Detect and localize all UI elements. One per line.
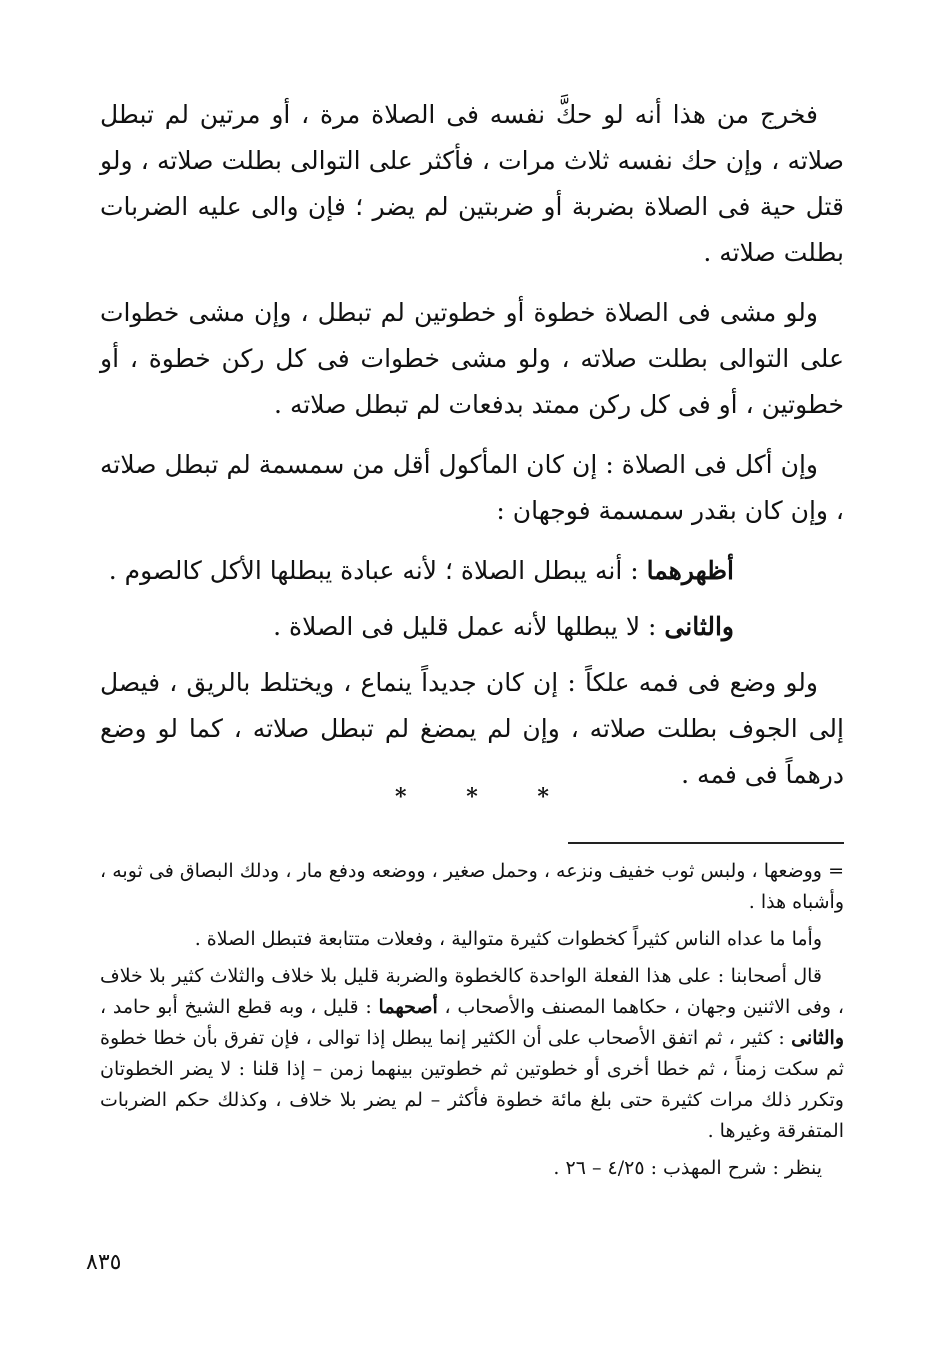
footnote-3-part-b: : قليل ، وبه قطع الشيخ أبو حامد ، (100, 996, 379, 1018)
paragraph-3: وإن أكل فى الصلاة : إن كان المأكول أقل من سمسمة لم تبطل صلاته ، وإن كان بقدر سمسمة فوجهان : (100, 450, 844, 525)
separator-star: * (395, 784, 407, 810)
footnote-3-part-a: قال أصحابنا : على هذا الفعلة الواحدة كالخطوة والضربة قليل بلا خلاف والثلاث كثير بلا خلاف ، وفى الاثنين وجهان ، حكاهما المصنف والأصحاب ، (100, 965, 844, 1018)
paragraph-4: ولو وضع فى فمه علكاً : إن كان جديداً ينماع ، ويختلط بالريق ، فيصل إلى الجوف بطلت صلاته ، وإن لم يمضغ لم تبطل صلاته ، كما لو وضع درهماً فى فمه . (100, 668, 844, 789)
item-2-text: : لا يبطلها لأنه عمل قليل فى الصلاة . (273, 612, 665, 641)
footnote-2: وأما ما عداه الناس كثيراً كخطوات كثيرة متوالية ، وفعلات متتابعة فتبطل الصلاة . (194, 928, 822, 950)
footnote-3-part-c: : كثير ، ثم اتفق الأصحاب على أن الكثير إنما يبطل إذا توالى ، فإن تفرق بأن خطا خطوة ثم سكت زمناً ، ثم خطا أخرى أو خطوتين ثم خطوتين بينهما زمن – إذا قلنا : لا يضر الخطوتان وتكرر ذلك مرات كثيرة حتى بلغ مائة خطوة فأكثر – لم يضر بلا خلاف ، وكذلك حكم الضربات المتفرقة وغيرها . (100, 1027, 844, 1142)
footnote-3-bold-2: والثانى (791, 1027, 844, 1049)
item-1 (100, 548, 844, 594)
section-separator (0, 784, 944, 810)
footnote-4: ينظر : شرح المهذب : ٤/٢٥ – ٢٦ . (553, 1157, 822, 1179)
item-2-label: والثانى (664, 612, 734, 641)
footnote-3 (100, 961, 844, 1147)
footnotes (100, 856, 844, 1190)
paragraph-1: فخرج من هذا أنه لو حكَّ نفسه فى الصلاة مرة ، أو مرتين لم تبطل صلاته ، وإن حك نفسه ثلاث مرات ، فأكثر على التوالى بطلت صلاته ، ولو قتل حية فى الصلاة بضربة أو ضربتين لم يضر ؛ فإن والى عليه الضربات بطلت صلاته . (100, 100, 844, 267)
main-text (100, 92, 844, 812)
separator-star: * (537, 784, 549, 810)
separator-star: * (466, 784, 478, 810)
footnote-1: = ووضعها ، ولبس ثوب خفيف ونزعه ، وحمل صغير ، ووضعه ودفع مار ، ودلك البصاق فى ثوبه ، وأشباه هذا . (100, 860, 844, 913)
footnote-3-bold-1: أصحهما (378, 996, 438, 1018)
item-1-label: أظهرهما (646, 556, 734, 585)
footnote-rule (568, 842, 844, 844)
item-2 (100, 604, 844, 650)
page-number: ٨٣٥ (86, 1250, 122, 1275)
item-1-text: : أنه يبطل الصلاة ؛ لأنه عبادة يبطلها الأكل كالصوم . (108, 556, 647, 585)
paragraph-2: ولو مشى فى الصلاة خطوة أو خطوتين لم تبطل ، وإن مشى خطوات على التوالى بطلت صلاته ، ولو مشى خطوات فى كل ركن خطوة ، أو خطوتين ، أو فى كل ركن ممتد بدفعات لم تبطل صلاته . (100, 298, 844, 419)
